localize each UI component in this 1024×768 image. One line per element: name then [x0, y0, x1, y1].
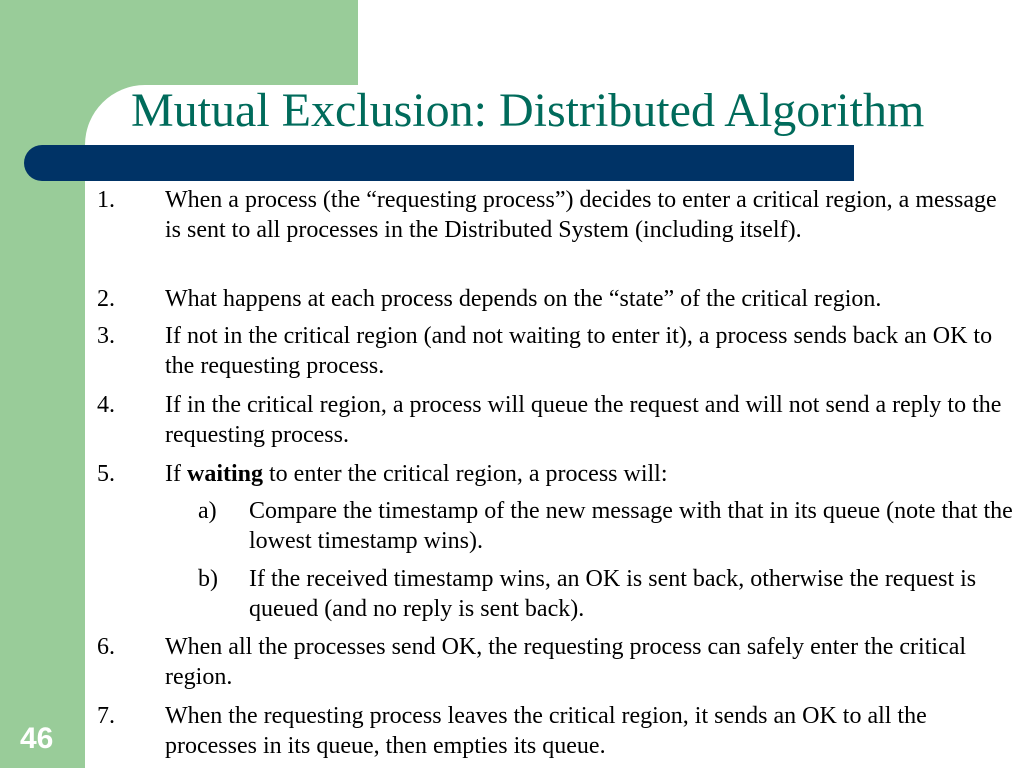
list-text-after: to enter the critical region, a process will: — [263, 461, 668, 487]
list-text-before: If — [165, 461, 187, 487]
slide-number: 46 — [20, 722, 54, 755]
sub-item-text: If the received timestamp wins, an OK is sent back, otherwise the request is queued (and no reply is sent back). — [249, 566, 977, 622]
list-number: 6. — [97, 634, 115, 660]
list-text: When the requesting process leaves the critical region, it sends an OK to all the processes in its queue, then empties its queue. — [165, 703, 927, 759]
sub-item-letter: a) — [198, 498, 217, 524]
list-number: 1. — [97, 187, 115, 213]
list-text: If not in the critical region (and not waiting to enter it), a process sends back an OK to the requesting process. — [165, 323, 993, 379]
sub-item-letter: b) — [198, 566, 218, 592]
list-number: 7. — [97, 703, 115, 729]
list-text — [165, 459, 1015, 489]
list-text: What happens at each process depends on the “state” of the critical region. — [165, 286, 882, 312]
list-number: 4. — [97, 392, 115, 418]
emphasis-waiting: waiting — [186, 461, 263, 487]
slide-title: Mutual Exclusion: Distributed Algorithm — [131, 84, 925, 137]
sub-item-text: Compare the timestamp of the new message with that in its queue (note that the lowest timestamp wins). — [249, 498, 1013, 554]
list-number: 5. — [97, 461, 115, 487]
list-text: When a process (the “requesting process”) decides to enter a critical region, a message is sent to all processes in the Distributed System (including itself). — [165, 187, 997, 243]
list-number: 3. — [97, 323, 115, 349]
title-underline-bar — [24, 145, 854, 181]
list-number: 2. — [97, 286, 115, 312]
list-text: If in the critical region, a process will queue the request and will not send a reply to the requesting process. — [165, 392, 1002, 448]
list-text: When all the processes send OK, the requesting process can safely enter the critical region. — [165, 634, 967, 690]
